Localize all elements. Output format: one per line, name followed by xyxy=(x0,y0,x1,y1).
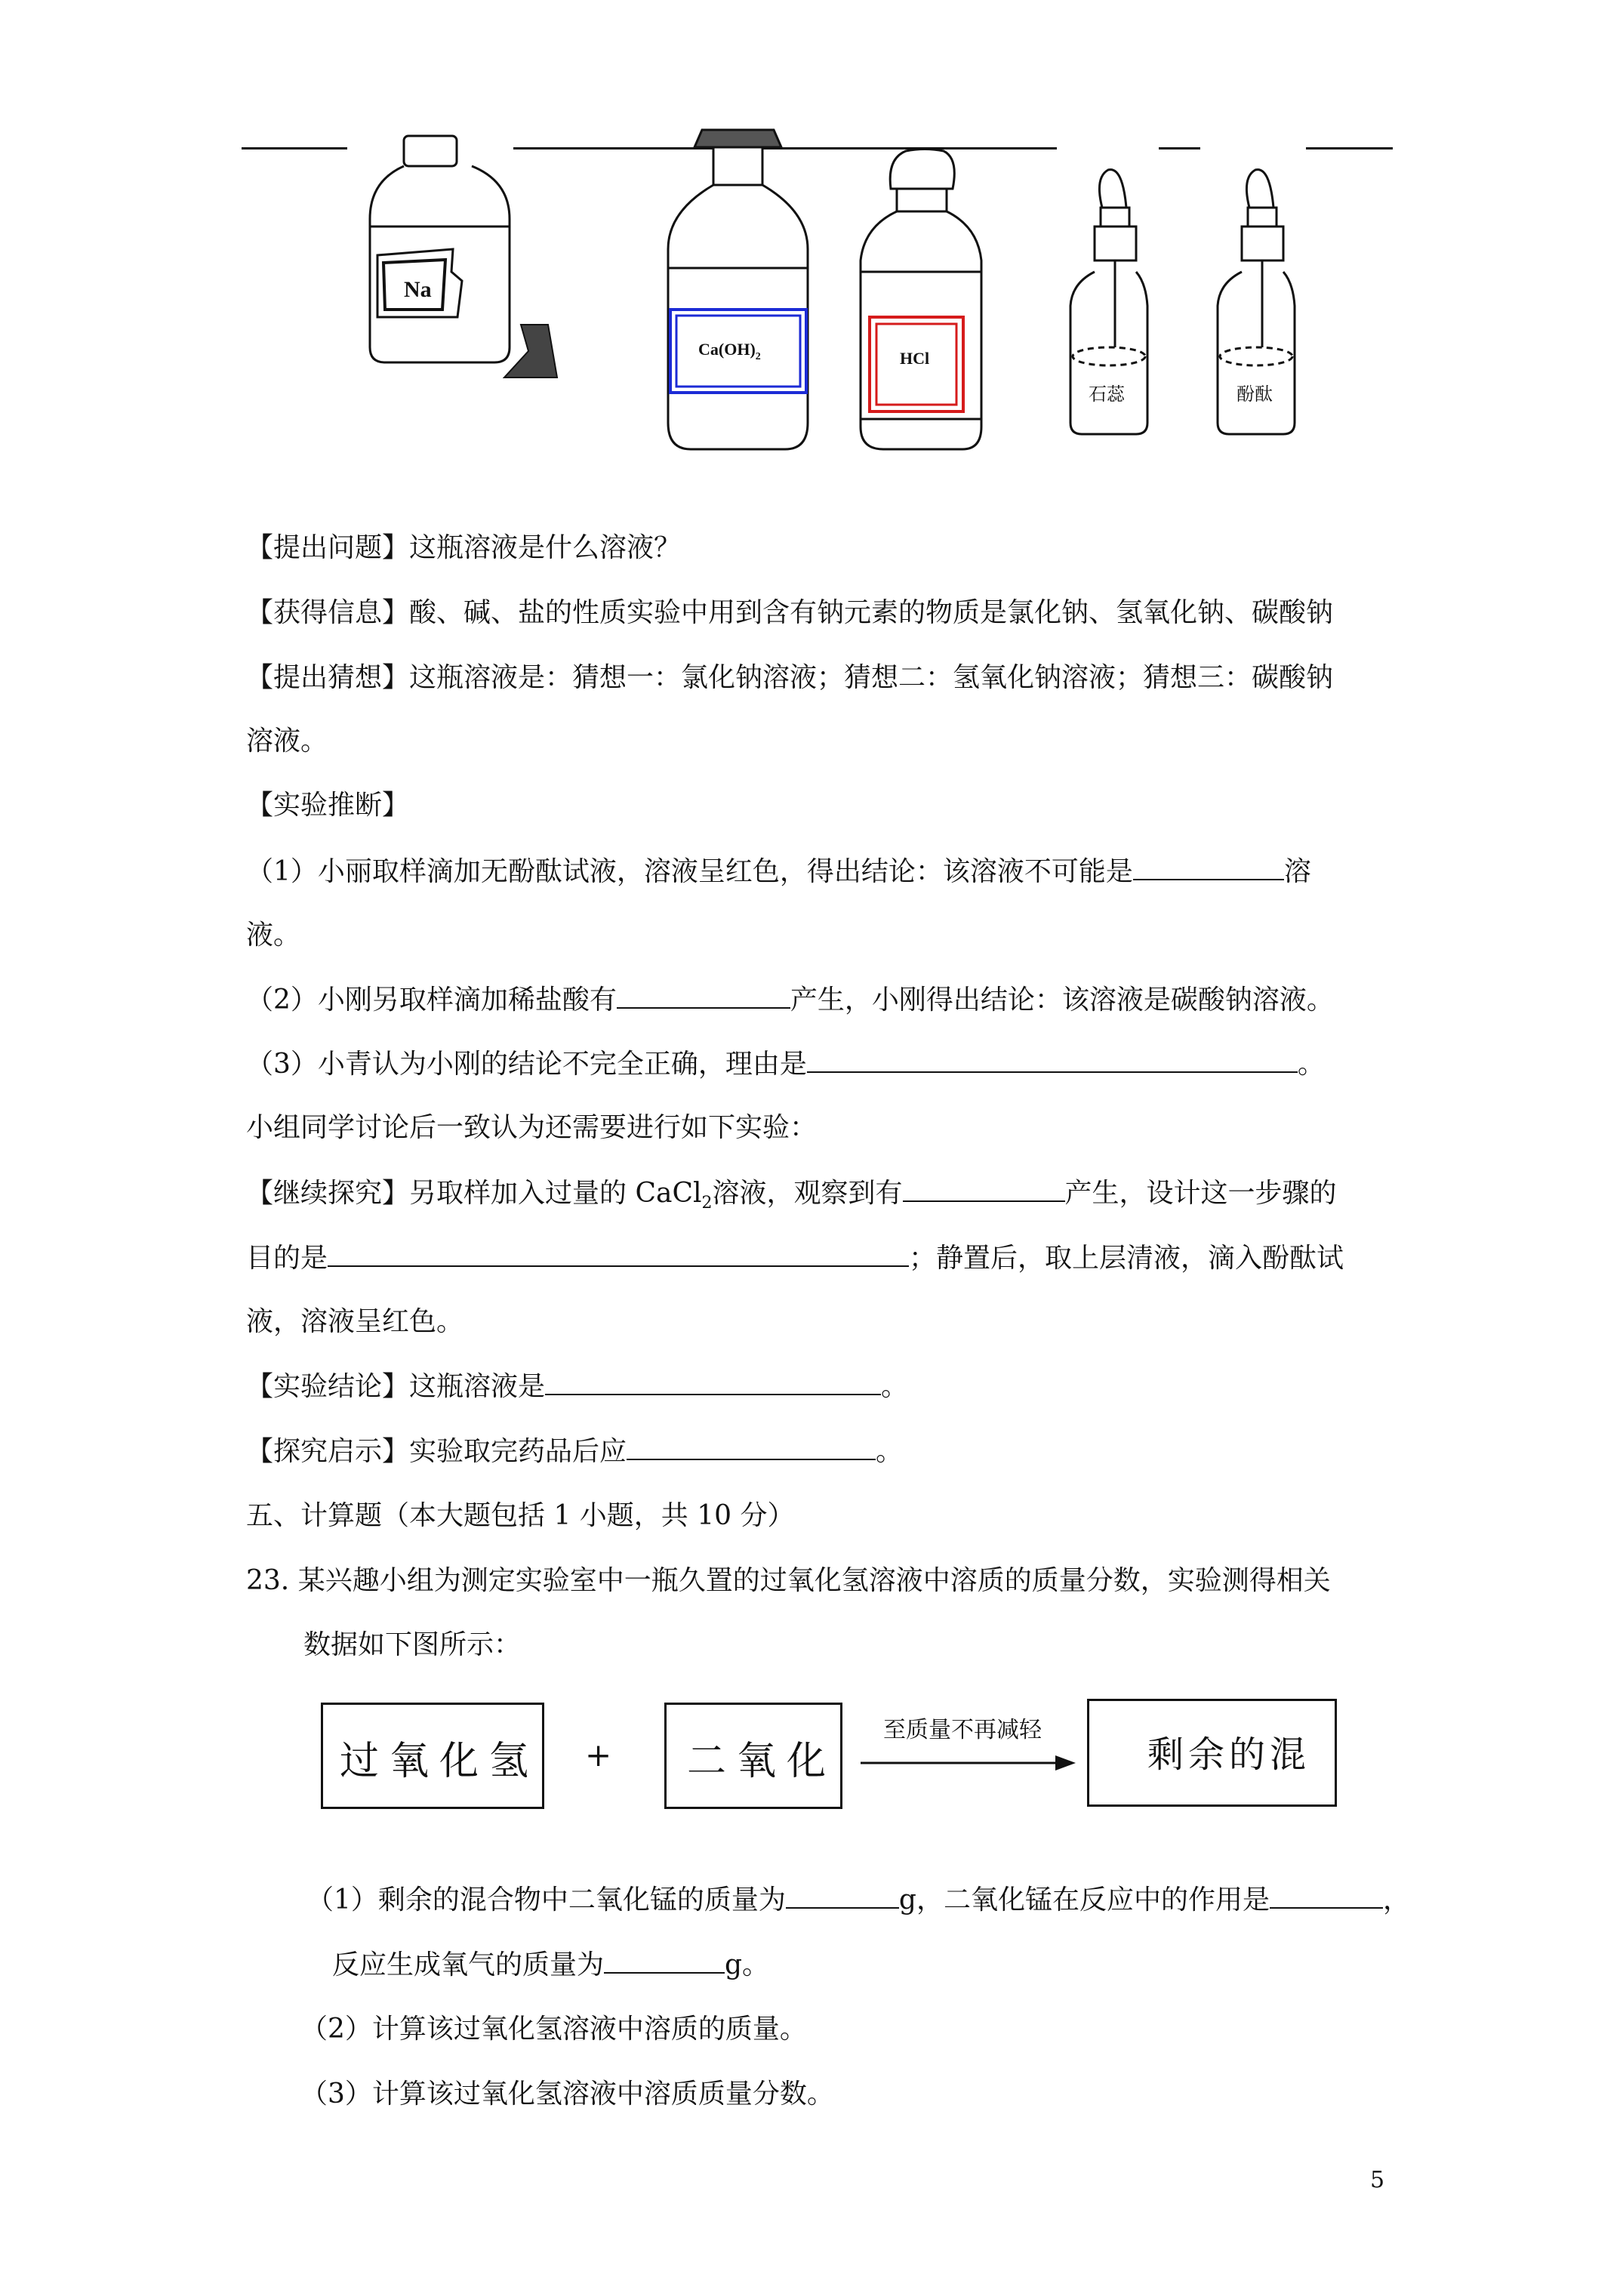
sodium-jar-icon xyxy=(370,136,510,362)
answer-blank-7[interactable] xyxy=(627,1433,876,1460)
hypothesis: 【提出猜想】这瓶溶液是：猜想一：氯化钠溶液；猜想二：氢氧化钠溶液；猜想三：碳酸钠 xyxy=(246,662,1334,693)
info-obtained: 【获得信息】酸、碱、盐的性质实验中用到含有钠元素的物质是氯化钠、氢氧化钠、碳酸钠 xyxy=(246,597,1334,628)
calcium-hydroxide-label: $Ca(OH)_2$ xyxy=(698,340,761,362)
reagent-bottles-figure xyxy=(0,0,1623,483)
hypothesis-cont: 溶液。 xyxy=(246,726,328,757)
answer-blank-10[interactable] xyxy=(604,1946,725,1974)
answer-blank-9[interactable] xyxy=(1270,1881,1383,1909)
further-exploration-cont: 液，溶液呈红色。 xyxy=(246,1306,464,1337)
sub-question-1: （1）剩余的混合物中二氧化锰的质量为 g，二氧化锰在反应中的作用是 ， xyxy=(306,1881,1410,1918)
calcium-hydroxide-bottle-icon xyxy=(668,130,808,449)
sub-question-2: （2）计算该过氧化氢溶液中溶质的质量。 xyxy=(300,2014,807,2045)
section-five-heading: 五、计算题（本大题包括 1 小题，共 10 分） xyxy=(246,1500,795,1531)
plus-sign: + xyxy=(585,1737,623,1774)
answer-blank-4[interactable] xyxy=(903,1175,1065,1202)
question-23: 23. 某兴趣小组为测定实验室中一瓶久置的过氧化氢溶液中溶质的质量分数，实验测得相关 xyxy=(246,1565,1331,1596)
further-exploration: 【继续探究】另取样加入过量的 CaCl$_2$溶液，观察到有 产生，设计这一步骤的 xyxy=(246,1175,1337,1222)
hydrogen-peroxide-text: 过氧化氢 xyxy=(340,1739,540,1784)
inference-item-3: （3）小青认为小刚的结论不完全正确，理由是 。 xyxy=(246,1046,1325,1083)
sub-question-1-cont: 反应生成氧气的质量为 g。 xyxy=(332,1946,769,1983)
page-number: 5 xyxy=(1370,2167,1385,2193)
inference-item-1: （1）小丽取样滴加无酚酞试液，溶液呈红色，得出结论：该溶液不可能是 溶 xyxy=(246,853,1311,890)
answer-blank-8[interactable] xyxy=(786,1881,899,1909)
answer-blank-2[interactable] xyxy=(617,982,790,1009)
group-discussion: 小组同学讨论后一致认为还需要进行如下实验： xyxy=(246,1112,818,1143)
reaction-arrow-icon xyxy=(861,1752,1079,1774)
phenolphthalein-label: 酚酞 xyxy=(1236,384,1273,405)
sub-question-3: （3）计算该过氧化氢溶液中溶质质量分数。 xyxy=(300,2079,834,2110)
answer-blank-5[interactable] xyxy=(328,1240,909,1267)
sodium-label: Na xyxy=(404,277,432,302)
hydrochloric-acid-label: HCl xyxy=(900,349,930,368)
manganese-dioxide-text: 二氧化 xyxy=(687,1739,837,1784)
remaining-mixture-text: 剩余的混 xyxy=(1147,1734,1311,1776)
inference-item-1-cont: 液。 xyxy=(246,920,301,951)
question-23-cont: 数据如下图所示： xyxy=(303,1629,522,1660)
experiment-conclusion: 【实验结论】这瓶溶液是 。 xyxy=(246,1368,908,1405)
question-raised: 【提出问题】这瓶溶液是什么溶液？ xyxy=(246,532,682,563)
experiment-inference-heading: 【实验推断】 xyxy=(246,790,410,821)
litmus-label: 石蕊 xyxy=(1089,384,1125,405)
arrow-label: 至质量不再减轻 xyxy=(883,1717,1042,1743)
answer-blank-3[interactable] xyxy=(807,1046,1298,1073)
exploration-insight: 【探究启示】实验取完药品后应 。 xyxy=(246,1433,903,1470)
further-exploration-purpose: 目的是 ；静置后，取上层清液，滴入酚酞试 xyxy=(246,1240,1344,1277)
inference-item-2: （2）小刚另取样滴加稀盐酸有 产生，小刚得出结论：该溶液是碳酸钠溶液。 xyxy=(246,982,1334,1019)
answer-blank-1[interactable] xyxy=(1133,853,1284,880)
lid-icon xyxy=(504,325,557,378)
answer-blank-6[interactable] xyxy=(545,1368,881,1395)
